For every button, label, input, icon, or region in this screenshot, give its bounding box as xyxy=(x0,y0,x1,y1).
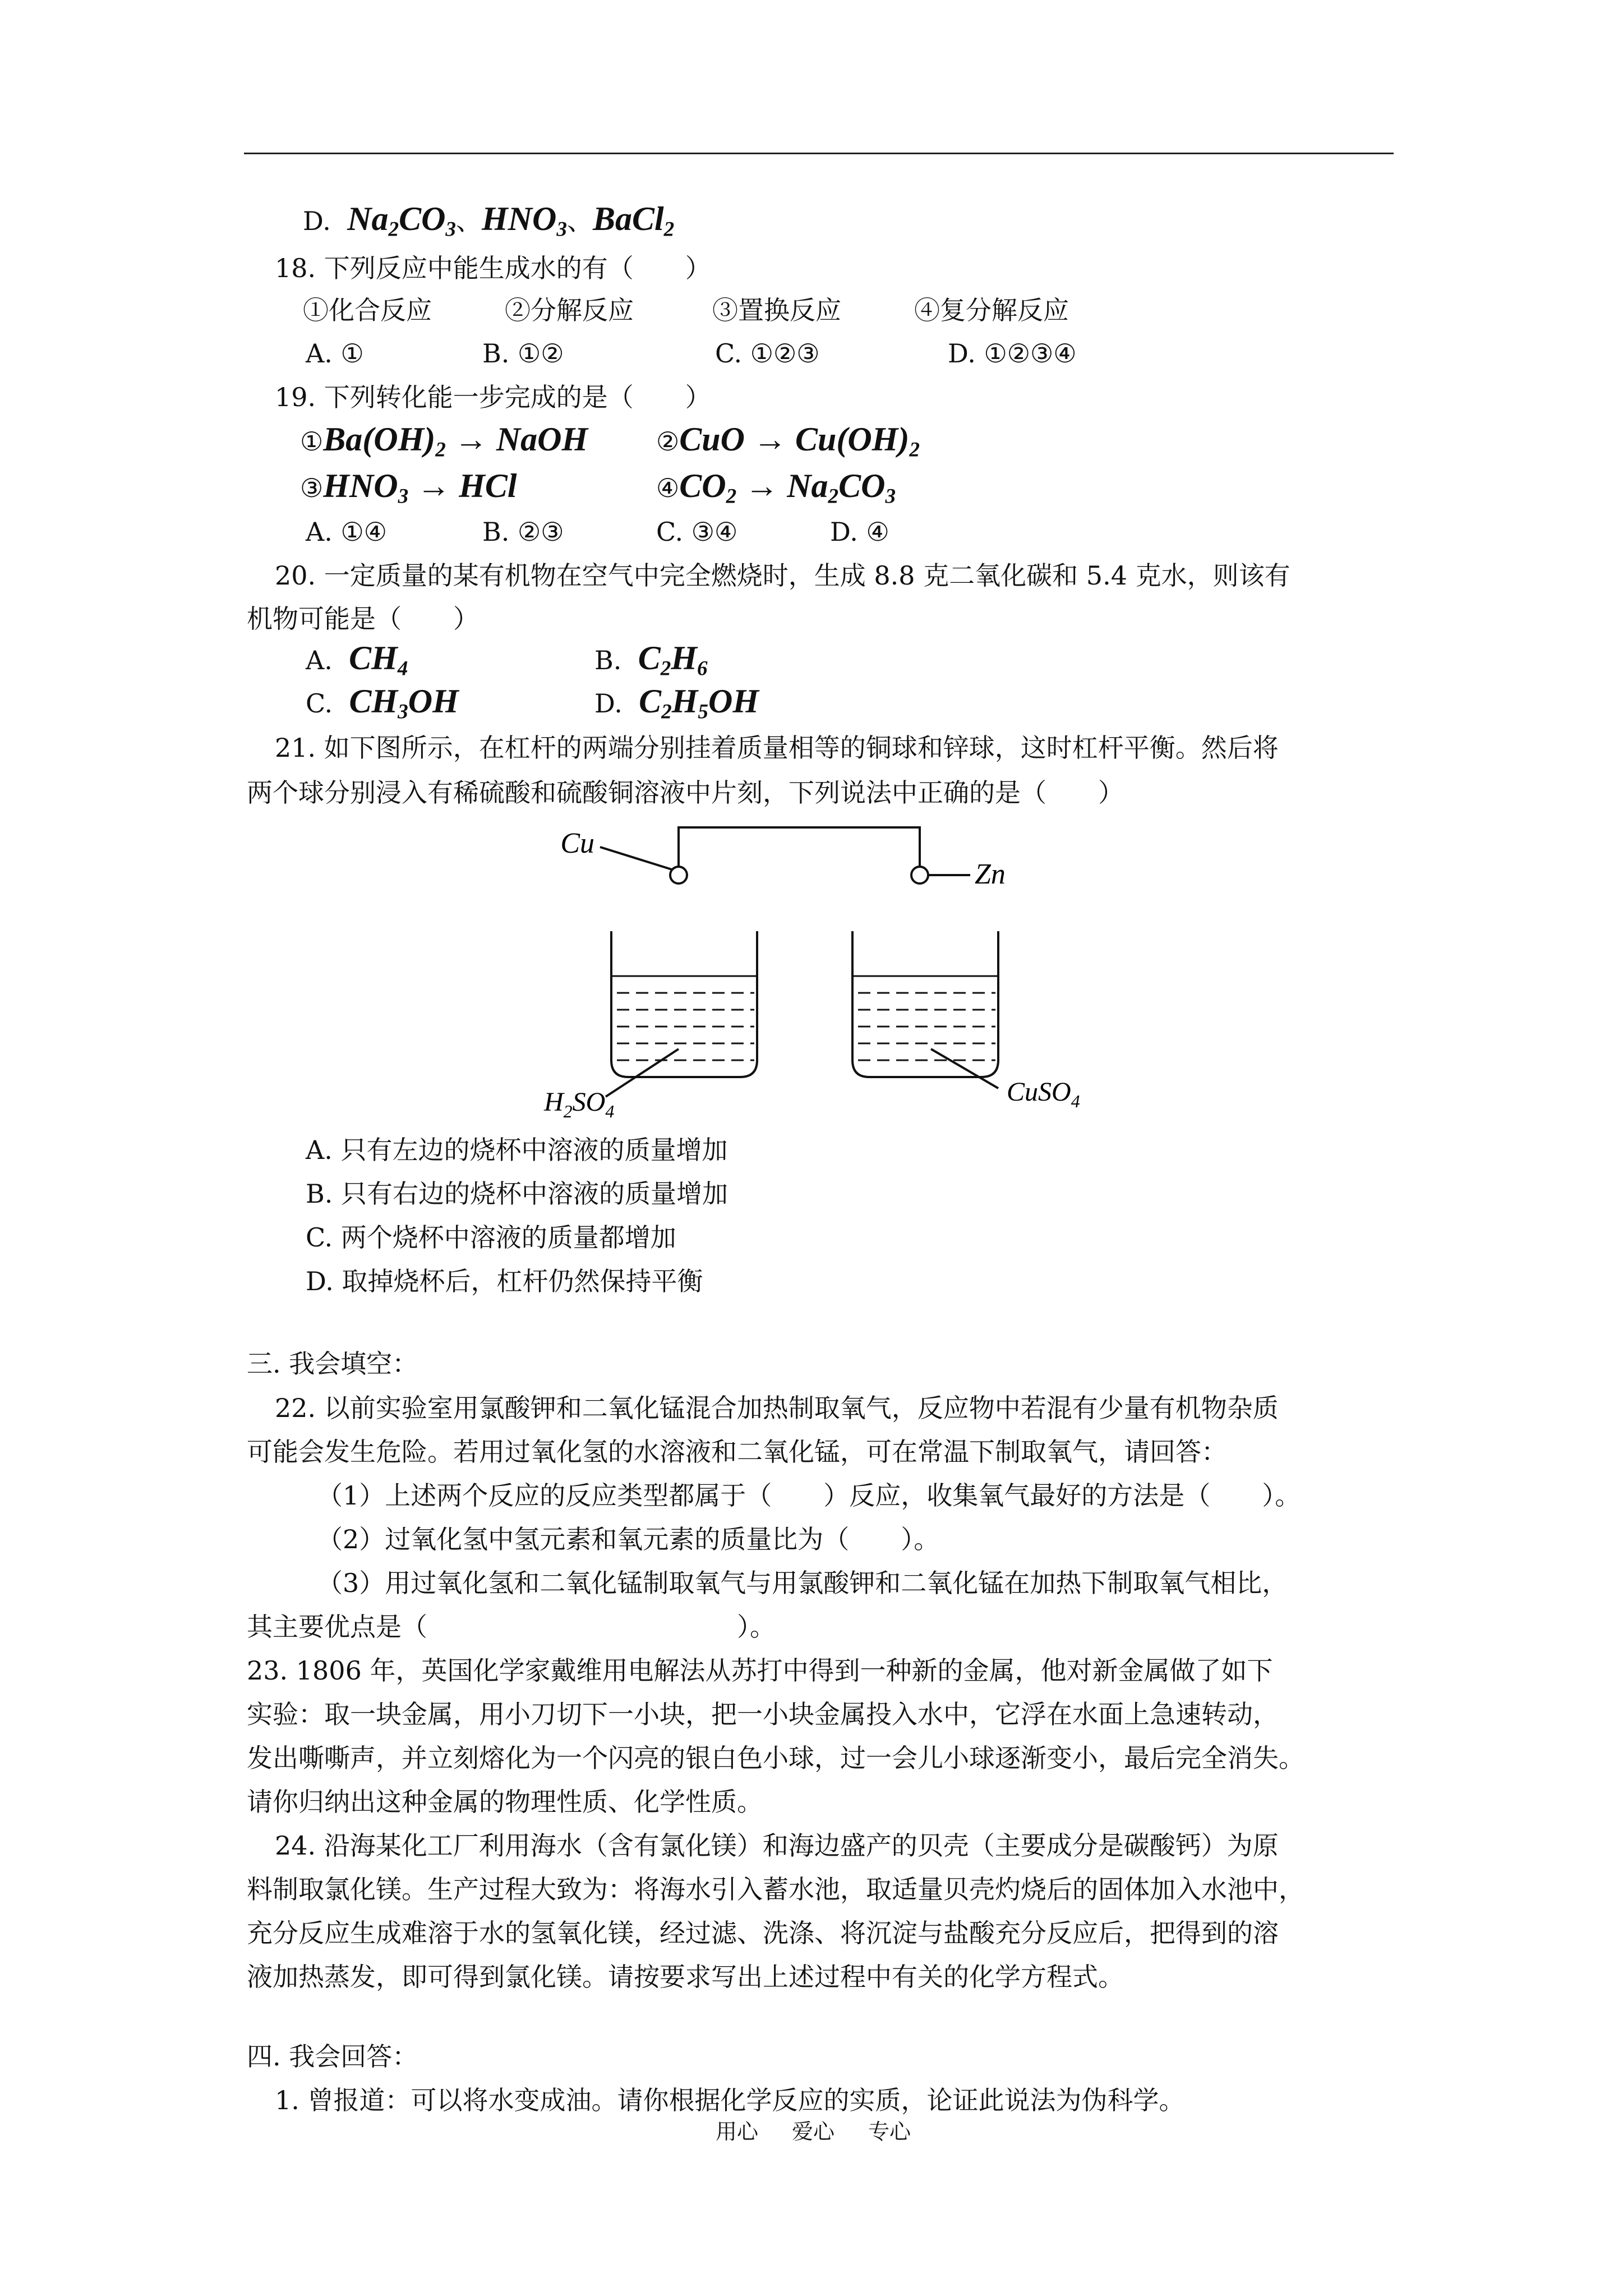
cuso4-label: CuSO$_4$ xyxy=(1007,1077,1080,1111)
lever-beaker-diagram xyxy=(538,813,1110,1128)
q24-line4: 液加热蒸发，即可得到氯化镁。请按要求写出上述过程中有关的化学方程式。 xyxy=(247,1962,1124,1992)
q22-sub2: （2）过氧化氢中氢元素和氧元素的质量比为（ ）。 xyxy=(317,1524,940,1554)
q24-line1: 24. 沿海某化工厂利用海水（含有氯化镁）和海边盛产的贝壳（主要成分是碳酸钙）为原 xyxy=(275,1830,1279,1861)
q19-conversion-4: $④CO_2 \to Na_2CO_3$ xyxy=(656,467,896,508)
q19-option-b[interactable]: B. ②③ xyxy=(482,517,564,547)
q20-option-a[interactable]: A. $CH_4$ xyxy=(306,639,408,680)
q19-option-d[interactable]: D. ④ xyxy=(830,517,889,547)
q22-line2: 可能会发生危险。若用过氧化氢的水溶液和二氧化锰，可在常温下制取氧气，请回答： xyxy=(247,1437,1227,1467)
cu-label: Cu xyxy=(560,827,594,859)
zn-label: Zn xyxy=(975,858,1006,890)
q21-option-c[interactable]: C. 两个烧杯中溶液的质量都增加 xyxy=(306,1222,676,1253)
q21-option-b[interactable]: B. 只有右边的烧杯中溶液的质量增加 xyxy=(306,1179,728,1209)
q22-sub3: （3）用过氧化氢和二氧化锰制取氧气与用氯酸钾和二氧化锰在加热下制取氧气相比， xyxy=(317,1568,1288,1598)
right-label-leader xyxy=(931,1049,998,1088)
q19-option-c[interactable]: C. ③④ xyxy=(656,517,738,547)
cu-leader xyxy=(600,847,672,869)
q23-line1: 23. 1806 年，英国化学家戴维用电解法从苏打中得到一种新的金属，他对新金属做了如下 xyxy=(247,1655,1273,1686)
q21-option-d[interactable]: D. 取掉烧杯后，杠杆仍然保持平衡 xyxy=(306,1266,703,1296)
q18-option-d[interactable]: D. ①②③④ xyxy=(948,338,1077,369)
q19-stem: 19. 下列转化能一步完成的是（ ） xyxy=(275,382,711,412)
page-footer: 用心 爱心 专心 xyxy=(715,2119,911,2144)
q22-sub3-cont: 其主要优点是（ ）。 xyxy=(247,1612,776,1642)
right-beaker xyxy=(852,931,998,1077)
q18-option-c[interactable]: C. ①②③ xyxy=(715,338,820,369)
h2so4-label: $H_2SO_4$ xyxy=(544,1087,615,1121)
sec4-q1: 1. 曾报道：可以将水变成油。请你根据化学反应的实质，论证此说法为伪科学。 xyxy=(275,2085,1185,2115)
q20-stem-line2: 机物可能是（ ） xyxy=(247,604,479,634)
q18-item-4: ④复分解反应 xyxy=(914,295,1069,325)
q18-option-a[interactable]: A. ① xyxy=(306,338,364,369)
q18-item-3: ③置换反应 xyxy=(712,295,841,325)
q18-option-b[interactable]: B. ①② xyxy=(482,338,564,369)
q24-line2: 料制取氯化镁。生产过程大致为：将海水引入蓄水池，取适量贝壳灼烧后的固体加入水池中， xyxy=(247,1874,1304,1904)
left-beaker xyxy=(611,931,757,1077)
q22-line1: 22. 以前实验室用氯酸钾和二氧化锰混合加热制取氧气，反应物中若混有少量有机物杂质 xyxy=(275,1393,1279,1423)
lever-bar xyxy=(679,827,920,867)
header-rule xyxy=(244,153,1394,154)
q20-option-b[interactable]: B. $C_2H_6$ xyxy=(594,639,708,680)
q17-option-d[interactable]: D. $Na_2CO_3$、$HNO_3$、BaCl$_2$ xyxy=(303,200,675,241)
q21-stem-line2: 两个球分别浸入有稀硫酸和硫酸铜溶液中片刻，下列说法中正确的是（ ） xyxy=(247,777,1124,808)
q20-option-d[interactable]: D. $C_2H_5OH$ xyxy=(594,683,759,724)
q23-line4: 请你归纳出这种金属的物理性质、化学性质。 xyxy=(247,1787,763,1817)
q21-stem-line1: 21. 如下图所示，在杠杆的两端分别挂着质量相等的铜球和锌球，这时杠杆平衡。然后将 xyxy=(275,733,1279,763)
q19-option-a[interactable]: A. ①④ xyxy=(306,517,387,547)
q24-line3: 充分反应生成难溶于水的氢氧化镁，经过滤、洗涤、将沉淀与盐酸充分反应后，把得到的溶 xyxy=(247,1918,1279,1948)
section4-title: 四. 我会回答： xyxy=(247,2041,418,2072)
q21-option-a[interactable]: A. 只有左边的烧杯中溶液的质量增加 xyxy=(306,1135,728,1165)
q19-conversion-3: $③HNO_3$ → HCl xyxy=(300,467,517,508)
section3-title: 三. 我会填空： xyxy=(247,1349,418,1379)
q22-sub1: （1）上述两个反应的反应类型都属于（ ）反应，收集氧气最好的方法是（ ）。 xyxy=(317,1480,1301,1511)
q18-stem: 18. 下列反应中能生成水的有（ ） xyxy=(275,253,711,283)
q19-conversion-1: $①Ba(OH)_2$ → NaOH xyxy=(300,421,588,462)
q20-option-c[interactable]: C. $CH_3OH$ xyxy=(306,683,459,724)
q23-line3: 发出嘶嘶声，并立刻熔化为一个闪亮的银白色小球，过一会儿小球逐渐变小，最后完全消失。 xyxy=(247,1743,1304,1773)
q18-item-2: ②分解反应 xyxy=(505,295,634,325)
q20-stem-line1: 20. 一定质量的某有机物在空气中完全燃烧时，生成 8.8 克二氧化碳和 5.4 克水，则该有 xyxy=(275,560,1290,591)
q19-conversion-2: ②CuO → $Cu(OH)_2$ xyxy=(656,421,920,462)
q23-line2: 实验：取一块金属，用小刀切下一小块，把一小块金属投入水中，它浮在水面上急速转动， xyxy=(247,1699,1279,1729)
q18-item-1: ①化合反应 xyxy=(303,295,432,325)
copper-ball xyxy=(670,867,687,884)
zinc-ball xyxy=(911,867,928,884)
